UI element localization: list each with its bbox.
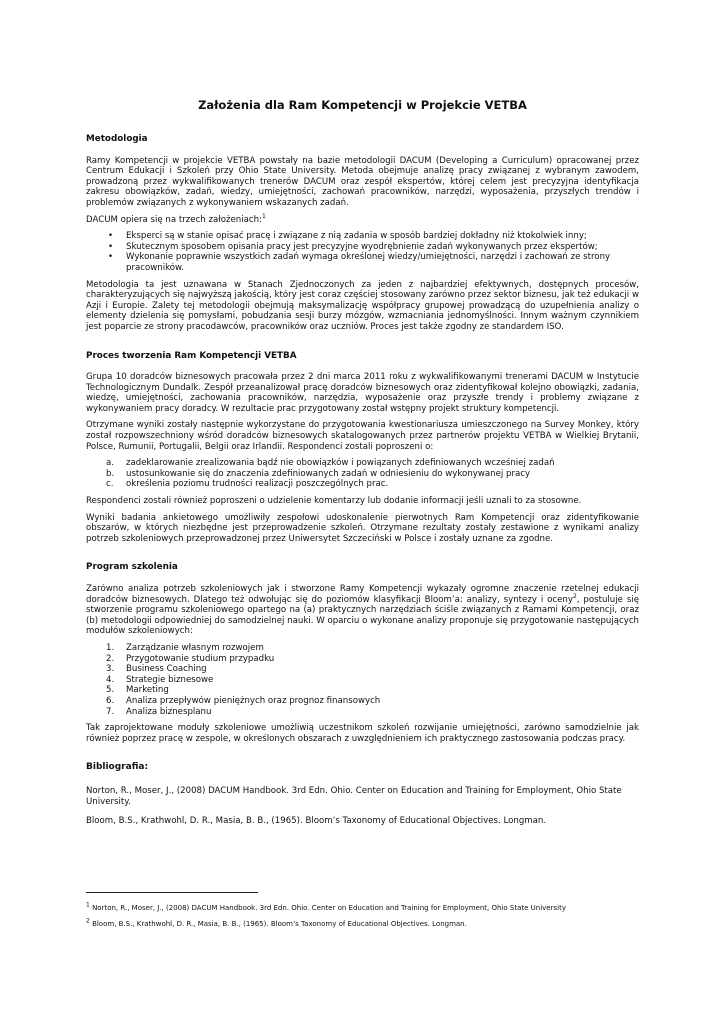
list-item-text: Business Coaching: [126, 664, 207, 675]
section-program: [86, 562, 639, 744]
paragraph: Wyniki badania ankietowego umożliwiły zespołowi udoskonalenie pierwotnych Ram Kompetencji oraz zidentyfikowanie obszarów, w których niezbędne jest przeprowadzenie szkoleń. Otrzymane rezultaty zostały zestawione z wynikami analizy potrzeb szkoleniowych przeprowadzonej przez Uniwersytet Szczeciński w Polsce i zostały uznane za zgodne.: [86, 512, 639, 544]
list-item-text: Strategie biznesowe: [126, 674, 214, 685]
list-marker: b.: [106, 468, 115, 479]
numbered-list: [86, 643, 639, 717]
list-marker: 3.: [106, 664, 115, 675]
paragraph: Ramy Kompetencji w projekcie VETBA powstały na bazie metodologii DACUM (Developing a Curriculum) opracowanej przez Centrum Edukacji i Szkoleń przy Ohio State University. Metoda obejmuje analizę pracy związanej z wybranym zawodem, prowadzoną przez wykwalifikowanych trenerów DACUM oraz zespół ekspertów, której celem jest precyzyjna identyfikacja zakresu obowiązków, zadań, wiedzy, umiejętności, zachowań pracowników, narzędzi, wyposażenia, przyszłych trendów i problemów związanych z wykonywaniem wskazanych zadań.: [86, 155, 639, 208]
list-item: [86, 685, 639, 696]
list-marker: 5.: [106, 685, 115, 696]
list-item-text: Wykonanie poprawnie wszystkich zadań wymaga określonej wiedzy/umiejętności, narzędzi i zachowań ze strony pracowników.: [126, 252, 611, 273]
list-marker: 7.: [106, 706, 115, 717]
list-item: [86, 664, 639, 675]
list-marker: 6.: [106, 695, 115, 706]
list-marker: 4.: [106, 674, 115, 685]
list-item: [86, 479, 639, 490]
bullet-list: [86, 231, 639, 273]
paragraph-text: DACUM opiera się na trzech założeniach:: [86, 214, 262, 225]
alpha-list: [86, 458, 639, 490]
section-heading-proces: Proces tworzenia Ram Kompetencji VETBA: [86, 350, 297, 361]
bibliography-entry: Norton, R., Moser, J., (2008) DACUM Handbook. 3rd Edn. Ohio. Center on Education and Training for Employment, Ohio State University.: [86, 785, 622, 807]
footnote-ref-2[interactable]: 2: [572, 592, 577, 600]
list-marker: 1.: [106, 642, 115, 653]
section-spacer: [86, 550, 639, 562]
list-item-text: Zarządzanie własnym rozwojem: [126, 642, 264, 653]
list-item: [86, 654, 639, 665]
footnote-number: 2: [86, 917, 90, 925]
document-title: Założenia dla Ram Kompetencji w Projekcie VETBA: [198, 98, 527, 112]
paragraph: Respondenci zostali również poproszeni o udzielenie komentarzy lub dodanie informacji jeśli uznali to za stosowne.: [86, 496, 582, 507]
bullet-icon: •: [108, 252, 114, 263]
paragraph: [86, 584, 639, 637]
footnote-separator: [86, 892, 258, 893]
list-item: [86, 696, 639, 707]
footnotes: [86, 901, 639, 936]
paragraph-text: , postuluje się stworzenie programu szkoleniowego opartego na (a) praktycznych narzędziach ściśle związanych z Ramami Kompetencji, oraz (b) metodologii odpowiedniej do samodzielnej nauki. W oparciu o wykonane analizy proponuje się przygotowanie następujących modułów szkoleniowych:: [86, 594, 639, 637]
bibliography-entry: Bloom, B.S., Krathwohl, D. R., Masia, B. B., (1965). Bloom’s Taxonomy of Educational Objectives. Longman.: [86, 816, 547, 827]
list-item: [86, 469, 639, 480]
footnote-text: Norton, R., Moser, J., (2008) DACUM Handbook. 3rd Edn. Ohio. Center on Education and Training for Employment, Ohio State University: [92, 904, 566, 912]
section-metodologia: [86, 134, 639, 333]
list-item-text: określenia poziomu trudności realizacji poszczególnych prac.: [126, 479, 389, 490]
section-heading-metodologia: Metodologia: [86, 134, 148, 144]
list-item: [86, 707, 639, 718]
section-proces: [86, 351, 639, 545]
footnote-2: [86, 917, 639, 929]
list-item: [86, 252, 639, 273]
bullet-icon: •: [108, 231, 114, 242]
footnote-text: Bloom, B.S., Krathwohl, D. R., Masia, B. B., (1965). Bloom’s Taxonomy of Educational Objectives. Longman.: [92, 920, 467, 928]
list-item: [86, 458, 639, 469]
paragraph: Tak zaprojektowane moduły szkoleniowe umożliwią uczestnikom szkoleń rozwijanie umiejętności, zarówno samodzielnie jak również poprzez pracę w zespole, w określonych obszarach z uwzględnieniem ich praktycznego zastosowania podczas pracy.: [86, 723, 639, 744]
document-body: [86, 134, 639, 836]
list-item: [86, 675, 639, 686]
section-spacer: [86, 339, 639, 351]
footnote-1: [86, 901, 639, 913]
list-marker: c.: [106, 479, 114, 490]
section-heading-program: Program szkolenia: [86, 562, 178, 573]
list-item-text: Analiza przepływów pieniężnych oraz prognoz finansowych: [126, 695, 381, 706]
list-item: [86, 231, 639, 242]
list-item-text: Analiza biznesplanu: [126, 706, 212, 717]
list-item-text: zadeklarowanie zrealizowania bądź nie obowiązków i powiązanych zdefiniowanych wcześniej zadań: [126, 458, 555, 469]
list-item-text: Przygotowanie studium przypadku: [126, 653, 275, 664]
paragraph: [86, 212, 639, 226]
section-bibliografia: [86, 762, 639, 826]
paragraph: Grupa 10 doradców biznesowych pracowała przez 2 dni marca 2011 roku z wykwalifikowanymi trenerami DACUM w Instytucie Technologicznym Dundalk. Zespół przeanalizował pracę doradców biznesowych oraz zidentyfikował kolejno obowiązki, zadania, wiedzę, umiejętności, zachowania pracowników, narzędzia, wyposażenie oraz przyszłe trendy i problemy związane z wykonywaniem pracy doradcy. W rezultacie prac przygotowany został wstępny projekt struktury kompetencji.: [86, 372, 639, 414]
list-item-text: ustosunkowanie się do znaczenia zdefiniowanych zadań w odniesieniu do wykonywanej pracy: [126, 468, 531, 479]
list-item-text: Skutecznym sposobem opisania pracy jest precyzyjne wyodrębnienie zadań wykonywanych przez ekspertów;: [126, 241, 598, 252]
paragraph-text: Zarówno analiza potrzeb szkoleniowych jak i stworzone Ramy Kompetencji wykazały ogromne znaczenie rzetelnej edukacji doradców biznesowych. Dlatego też odwołując się do poziomów klasyfikacji Bloom’a: analizy, syntezy i oceny: [86, 584, 639, 605]
footnote-ref-1[interactable]: 1: [261, 212, 266, 220]
list-item: [86, 242, 639, 253]
list-item-text: Marketing: [126, 685, 169, 696]
bullet-icon: •: [108, 241, 114, 252]
list-item: [86, 643, 639, 654]
section-spacer: [86, 750, 639, 762]
list-marker: a.: [106, 458, 114, 469]
paragraph: Otrzymane wyniki zostały następnie wykorzystane do przygotowania kwestionariusza umieszczonego na Survey Monkey, który został rozpowszechniony wśród doradców biznesowych skatalogowanych przez partnerów projektu VETBA w Wielkiej Brytanii, Polsce, Rumunii, Portugalii, Belgii oraz Irlandii. Respondenci zostali poproszeni o:: [86, 420, 639, 452]
list-item-text: Eksperci są w stanie opisać pracę i związane z nią zadania w sposób bardziej dokładny niż ktokolwiek inny;: [126, 231, 587, 242]
list-marker: 2.: [106, 653, 115, 664]
footnote-number: 1: [86, 901, 90, 909]
paragraph: Metodologia ta jest uznawana w Stanach Zjednoczonych za jeden z najbardziej efektywnych, dostępnych procesów, charakteryzujących się najwyższą jakością, który jest coraz częściej stosowany zarówno przez sektor biznesu, jak też edukacji w Azji i Europie. Zalety tej metodologii obejmują maksymalizację współpracy grupowej prowadzącą do uzupełnienia analizy o elementy dzielenia się pomysłami, pobudzania sesji burzy mózgów, wzmacniania jednomyślności. Innym ważnym czynnikiem jest poparcie ze strony pracodawców, pracowników oraz uczniów. Proces jest także zgodny ze standardem ISO.: [86, 279, 639, 332]
section-heading-bibliografia: Bibliografia:: [86, 762, 149, 773]
